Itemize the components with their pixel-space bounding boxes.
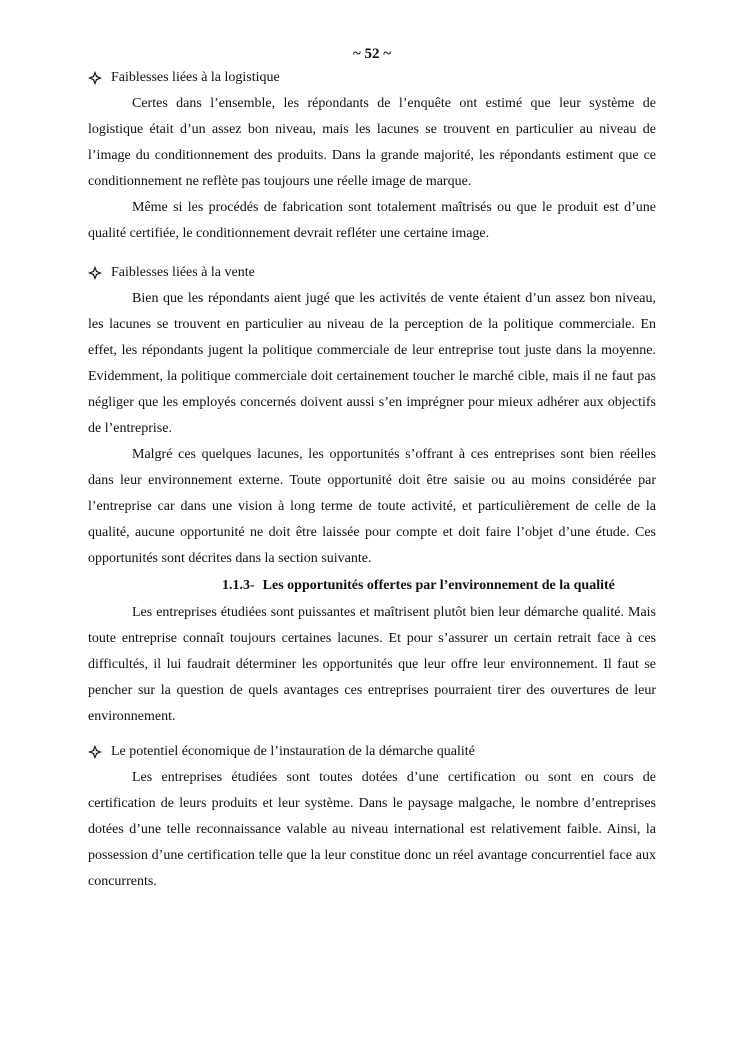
- section-title: Les opportunités offertes par l’environnement de la qualité: [262, 578, 615, 593]
- diamond-cross-bullet-icon: [88, 745, 102, 759]
- vente-paragraph-1: Bien que les répondants aient jugé que les activités de vente étaient d’un assez bon niveau, les lacunes se trouvent en particulier au niveau de la perception de la politique commerciale. En effet, les répondants jugent la politique commerciale de leur entreprise tout juste dans la moyenne. Evidemment, la politique commerciale doit certainement toucher le marché cible, mais il ne faut pas négliger que les employés concernés doivent aussi s’en imprégner pour mieux adhérer aux objectifs de l’entreprise.: [88, 291, 656, 436]
- opportunites-paragraph-1: Les entreprises étudiées sont puissantes et maîtrisent plutôt bien leur démarche qualité. Mais toute entreprise connaît toujours certaines lacunes. Et pour s’assurer un certain retrait face à ces difficultés, il lui faudrait déterminer les opportunités que leur offre leur environnement. Il faut se pencher sur la question de quels avantages ces entreprises pourraient tirer des ouvertures de leur environnement.: [88, 605, 656, 724]
- page-number: ~ 52 ~: [352, 46, 392, 62]
- vente-paragraph-2: Malgré ces quelques lacunes, les opportunités s’offrant à ces entreprises sont bien réelles dans leur environnement externe. Toute opportunité doit être saisie ou au moins considérée par l’entreprise car dans une vision à long terme de toute activité, et particulièrement de celle de la qualité, aucune opportunité ne doit être laissée pour compte et doit faire l’objet d’une étude. Ces opportunités sont décrites dans la section suivante.: [88, 447, 656, 566]
- logistique-heading-text: Faiblesses liées à la logistique: [111, 70, 280, 85]
- vente-heading-text: Faiblesses liées à la vente: [111, 265, 255, 280]
- opportunites-section-heading: [88, 576, 656, 596]
- vente-heading: [88, 263, 656, 283]
- document-page: [88, 44, 656, 895]
- potentiel-heading-text: Le potentiel économique de l’instauration de la démarche qualité: [111, 744, 475, 759]
- potentiel-heading: [88, 742, 656, 762]
- potentiel-paragraph-1: Les entreprises étudiées sont toutes dotées d’une certification ou sont en cours de certification de leurs produits et leur système. Dans le paysage malgache, le nombre d’entreprises dotées d’une telle reconnaissance valable au niveau international est relativement faible. Ainsi, la possession d’une certification telle que la leur constitue donc un réel avantage concurrentiel face aux concurrents.: [88, 770, 656, 889]
- logistique-paragraph-1: Certes dans l’ensemble, les répondants de l’enquête ont estimé que leur système de logistique était d’un assez bon niveau, mais les lacunes se trouvent en particulier au niveau de l’image du conditionnement des produits. Dans la grande majorité, les répondants estiment que ce conditionnement ne reflète pas toujours une réelle image de marque.: [88, 96, 656, 189]
- section-spacer: [88, 247, 656, 263]
- diamond-cross-bullet-icon: [88, 266, 102, 280]
- logistique-heading: [88, 68, 656, 88]
- section-spacer: [88, 730, 656, 742]
- section-number: 1.1.3-: [222, 578, 255, 593]
- diamond-cross-bullet-icon: [88, 71, 102, 85]
- logistique-paragraph-2: Même si les procédés de fabrication sont totalement maîtrisés ou que le produit est d’une qualité certifiée, le conditionnement devrait refléter une certaine image.: [88, 200, 656, 241]
